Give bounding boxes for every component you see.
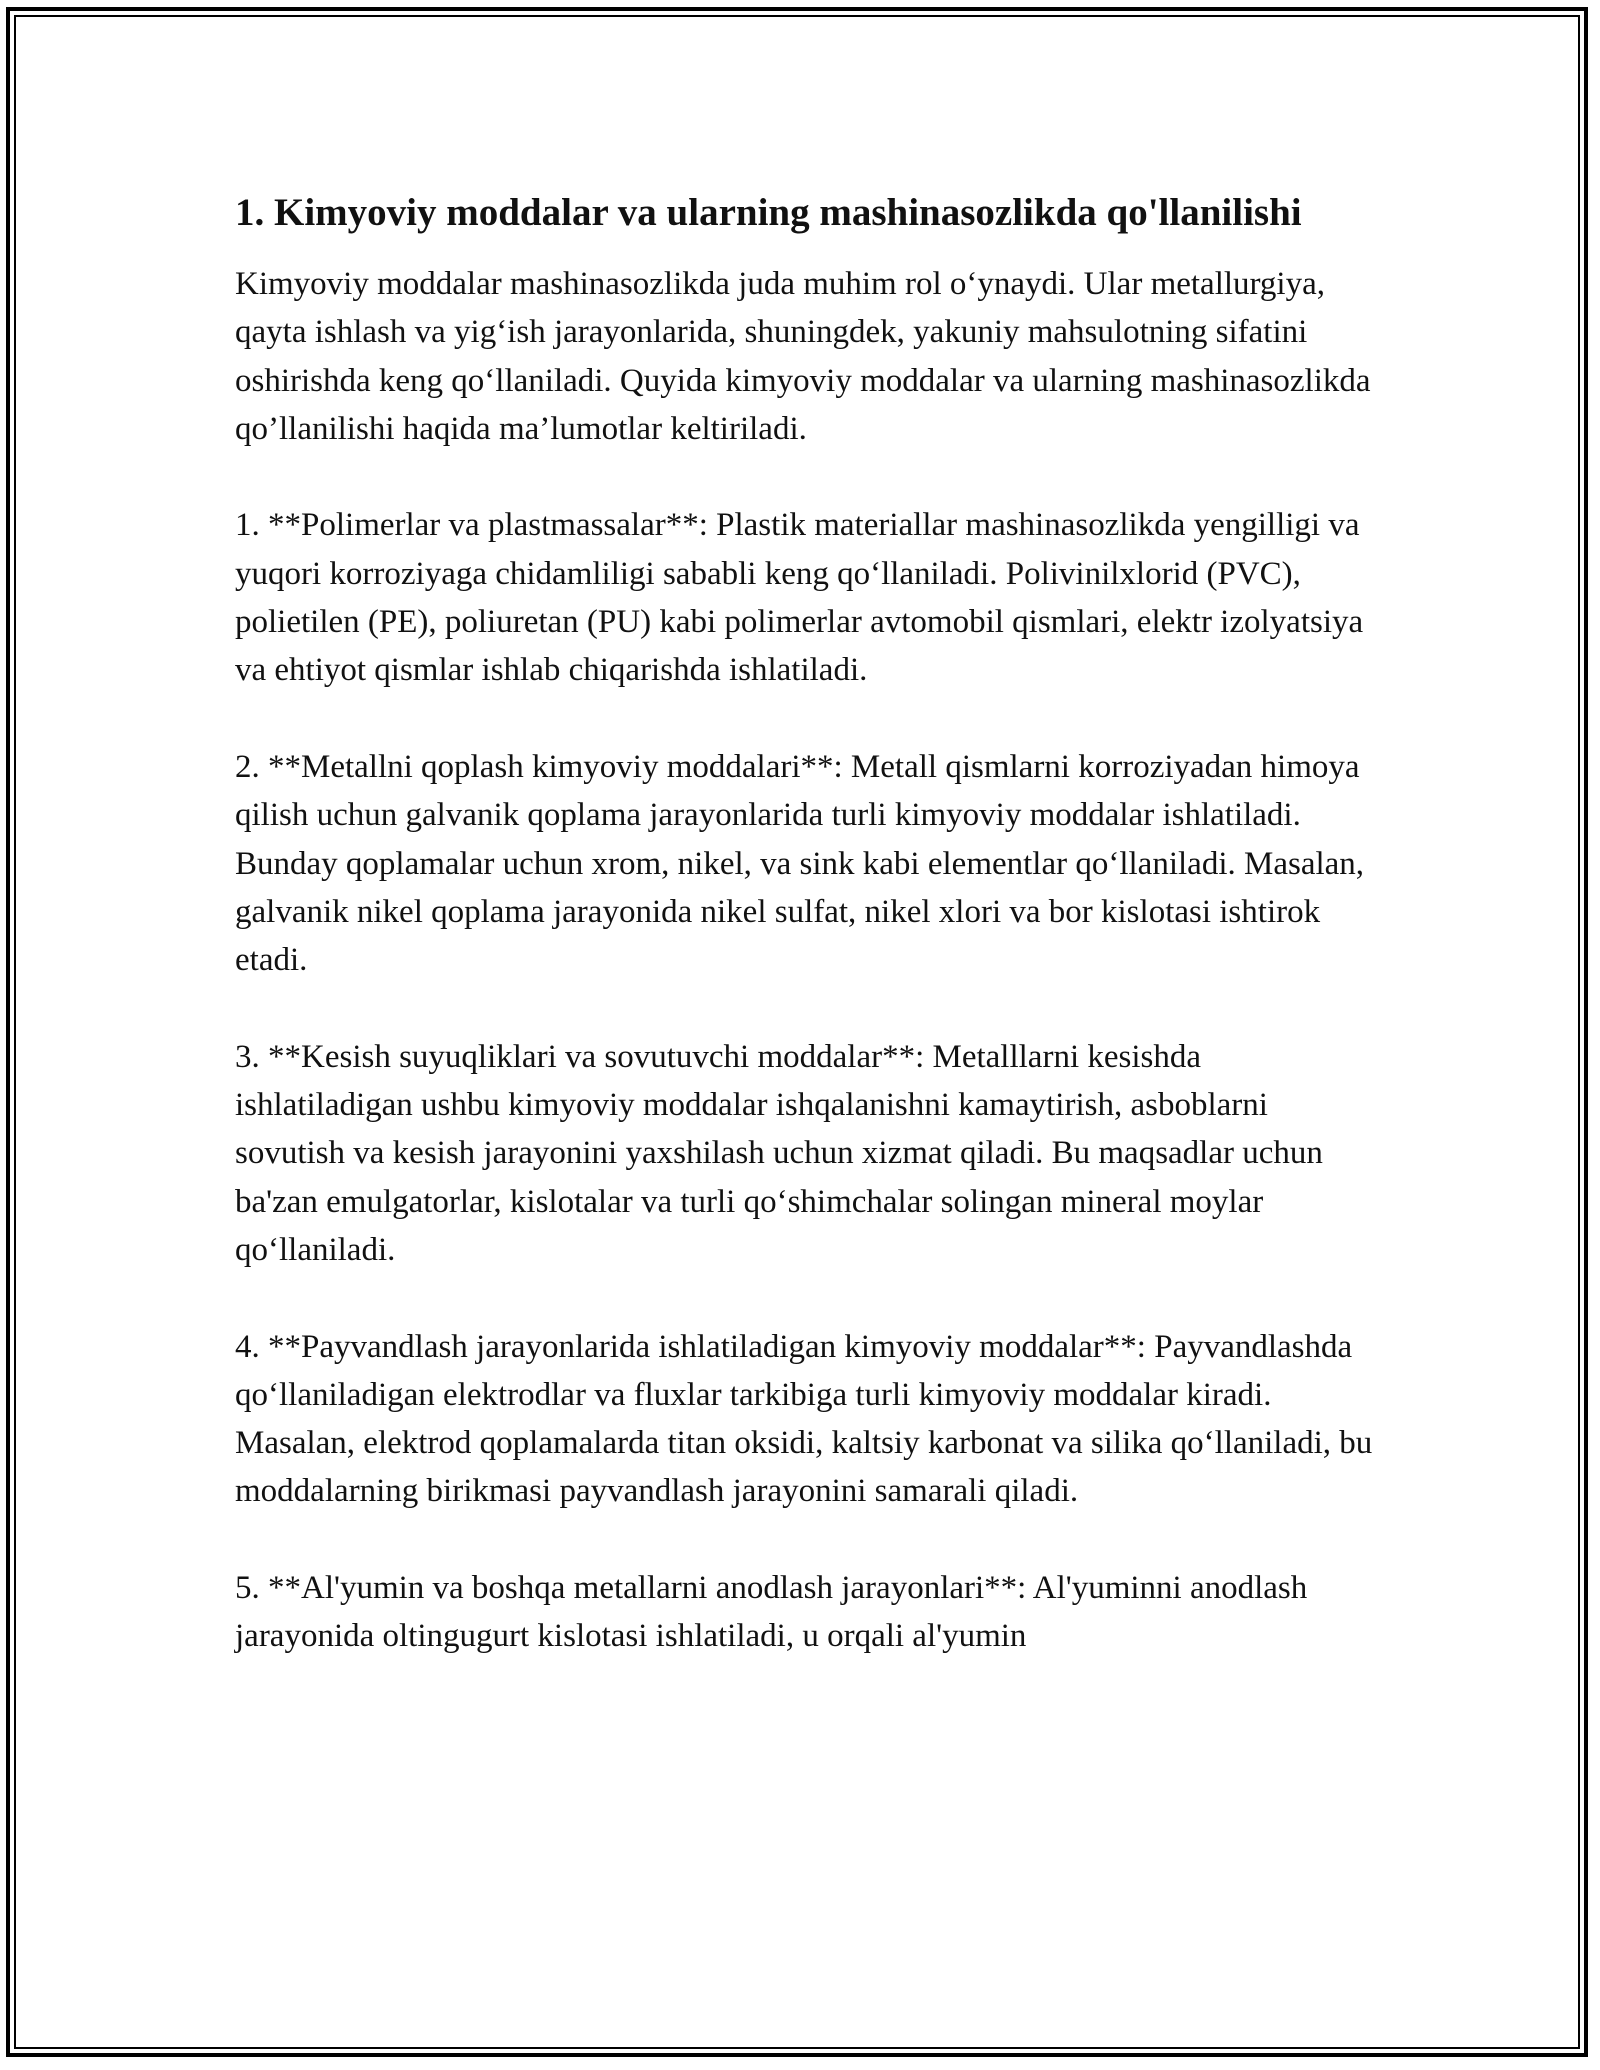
paragraph-welding: 4. **Payvandlash jarayonlarida ishlatiladigan kimyoviy moddalar**: Payvandlashda qo‘llaniladigan elektrodlar va fluxlar tarkibiga turli kimyoviy moddalar kiradi. Masalan, elektrod qoplamalarda titan oksidi, kaltsiy karbonat va silika qo‘llaniladi, bu moddalarning birikmasi payvandlash jarayonini samarali qiladi. — [235, 1328, 1373, 1510]
document-body — [235, 186, 1375, 1709]
paragraph-cutting-fluids: 3. **Kesish suyuqliklari va sovutuvchi moddalar**: Metalllarni kesishda ishlatiladigan ushbu kimyoviy moddalar ishqalanishni kamaytirish, asboblarni sovutish va kesish jarayonini yaxshilash uchun xizmat qiladi. Bu maqsadlar uchun ba'zan emulgatorlar, kislotalar va turli qo‘shimchalar solingan mineral moylar qo‘llaniladi. — [235, 1038, 1323, 1268]
paragraph-metal-coating: 2. **Metallni qoplash kimyoviy moddalari**: Metall qismlarni korroziyadan himoya qilish uchun galvanik qoplama jarayonlarida turli kimyoviy moddalar ishlatiladi. Bunday qoplamalar uchun xrom, nikel, va sink kabi elementlar qo‘llaniladi. Masalan, galvanik nikel qoplama jarayonida nikel sulfat, nikel xlori va bor kislotasi ishtirok etadi. — [235, 748, 1365, 979]
paragraph-polymers: 1. **Polimerlar va plastmassalar**: Plastik materiallar mashinasozlikda yengilligi va yuqori korroziyaga chidamliligi sababli keng qo‘llaniladi. Polivinilxlorid (PVC), polietilen (PE), poliuretan (PU) kabi polimerlar avtomobil qismlari, elektr izolyatsiya va ehtiyot qismlar ishlab chiqarishda ishlatiladi. — [235, 507, 1364, 689]
document-title: 1. Kimyoviy moddalar va ularning mashinasozlikda qo'llanilishi — [235, 191, 1302, 234]
intro-paragraph: Kimyoviy moddalar mashinasozlikda juda muhim rol o‘ynaydi. Ular metallurgiya, qayta ishlash va yig‘ish jarayonlarida, shuningdek, yakuniy mahsulotning sifatini oshirishda keng qo‘llaniladi. Quyida kimyoviy moddalar va ularning mashinasozlikda qo’llanilishi haqida ma’lumotlar keltiriladi. — [235, 266, 1371, 447]
paragraph-anodizing: 5. **Al'yumin va boshqa metallarni anodlash jarayonlari**: Al'yuminni anodlash jarayonida oltingugurt kislotasi ishlatiladi, u orqali al'yumin — [235, 1570, 1308, 1655]
